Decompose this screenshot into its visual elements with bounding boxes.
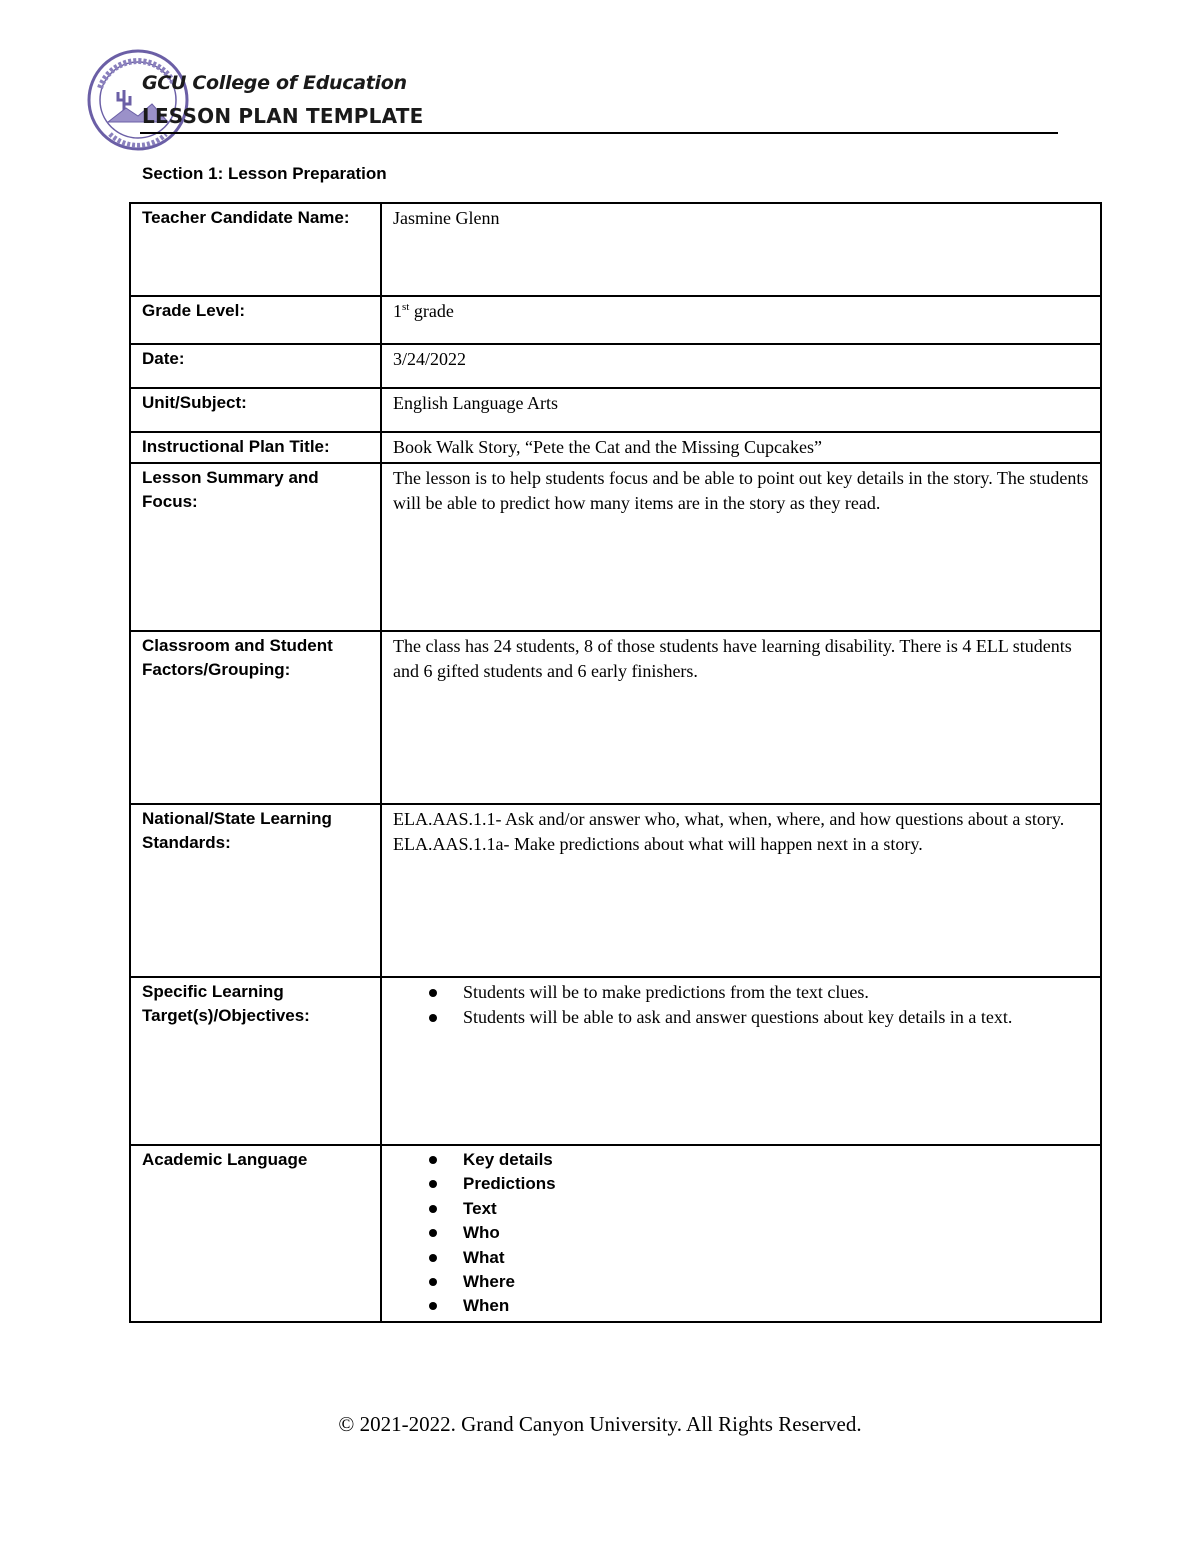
row-label: Specific Learning Target(s)/Objectives: [130,977,381,1145]
table-row [130,804,1101,977]
list-item: Text [393,1197,1090,1221]
row-label: Classroom and Student Factors/Grouping: [130,631,381,804]
list-item: Students will be able to ask and answer questions about key details in a text. [393,1005,1090,1030]
list-item: Who [393,1221,1090,1245]
row-label: National/State Learning Standards: [130,804,381,977]
copyright-footer: © 2021-2022. Grand Canyon University. All Rights Reserved. [338,1412,862,1436]
standard-line: ELA.AAS.1.1a- Make predictions about what will happen next in a story. [393,834,923,854]
row-label: Teacher Candidate Name: [130,203,381,296]
table-row [130,296,1101,344]
list-item: Predictions [393,1172,1090,1196]
table-row [130,977,1101,1145]
academic-language-value [381,1145,1101,1322]
row-label: Instructional Plan Title: [130,432,381,463]
table-row [130,432,1101,463]
grade-level-value: 1st grade [381,296,1101,344]
table-row [130,1145,1101,1322]
list-item: Where [393,1270,1090,1294]
college-name: GCU College of Education [142,72,407,94]
classroom-factors-value: The class has 24 students, 8 of those students have learning disability. There is 4 ELL students and 6 gifted students and 6 early finishers. [381,631,1101,804]
row-label: Unit/Subject: [130,388,381,432]
lesson-plan-table [129,202,1102,1323]
table-row [130,463,1101,631]
table-row [130,388,1101,432]
row-label: Lesson Summary and Focus: [130,463,381,631]
list-item: Key details [393,1148,1090,1172]
document-title: LESSON PLAN TEMPLATE [142,104,424,128]
lesson-summary-value: The lesson is to help students focus and be able to point out key details in the story. The students will be able to predict how many items are in the story as they read. [381,463,1101,631]
list-item: What [393,1246,1090,1270]
standards-value [381,804,1101,977]
university-seal-logo [86,48,190,152]
table-row [130,344,1101,388]
date-value: 3/24/2022 [381,344,1101,388]
standard-line: ELA.AAS.1.1- Ask and/or answer who, what, when, where, and how questions about a story. [393,809,1065,829]
table-row [130,631,1101,804]
row-label: Date: [130,344,381,388]
row-label: Grade Level: [130,296,381,344]
header-divider [140,132,1058,134]
objectives-value [381,977,1101,1145]
plan-title-value: Book Walk Story, “Pete the Cat and the Missing Cupcakes” [381,432,1101,463]
row-label: Academic Language [130,1145,381,1322]
list-item: When [393,1294,1090,1318]
subject-value: English Language Arts [381,388,1101,432]
table-row [130,203,1101,296]
section-heading: Section 1: Lesson Preparation [142,164,387,183]
list-item: Students will be to make predictions from the text clues. [393,980,1090,1005]
teacher-name-value: Jasmine Glenn [381,203,1101,296]
